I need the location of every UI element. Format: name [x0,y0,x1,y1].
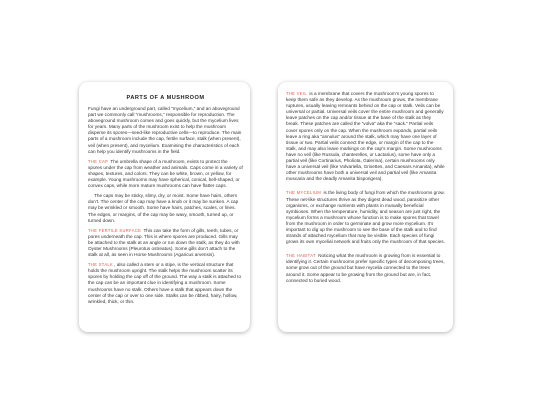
veil-paragraph [286,91,445,182]
right-card [278,82,453,332]
mycelium-paragraph [286,190,445,245]
card-title: PARTS OF A MUSHROOM [126,95,205,101]
stalk-paragraph [88,262,243,305]
fertile-surface-text: This can take the form of gills, teeth, tubes, or pores underneath the cap. This is where spores are produced. Gills may be attached to the stalk at an angle or run down the stalk, as they do with Oyster Mushrooms (Pleurotus ostreatus). Some gills don’t attach to the stalk at all, as seen in Horse Mushrooms (Agaricus arvensis). [88,227,240,258]
fertile-surface-term: THE FERTILE SURFACE [88,227,142,233]
mycelium-term: THE MYCELIUM [286,190,322,196]
stalk-comma: , [114,262,117,268]
habitat-paragraph [286,253,445,283]
cap-paragraph [88,159,243,189]
stalk-term: THE STALK [88,262,114,268]
stalk-text: also called a stem or a stipe, is the vertical structure that holds the mushroom upright. The stalk helps the mushroom scatter its spores by holding the cap off of the ground. The way a stalk is attached to the cap can be an important clue in identifying a mushroom. Some mushrooms have no stalk. Others have a stalk that appears down the center of the cap or over to one side. Stalks can be ribbed, hairy, hollow, wrinkled, thick, or thin. [88,262,242,304]
fertile-surface-paragraph [88,228,243,258]
veil-term: THE VEIL [286,91,307,96]
mycelium-text: is the living body of fungi from which the mushrooms grow. These net-like structures thrive as they digest dead wood, parasitize other organisms, or exchange nutrients with plants in mutually beneficial symbioses. When the temperature, humidity, and season are just right, the mycelium forms a mushroom whose function is to make spores that travel from the mushroom in order to germinate and grow more mycelium. It’s important to dig up the mushroom to see the base of the stalk and to find strands of attached mycelium that may be visible. Each species of fungi grows its own mycelial network and fruits only the mushroom of that species. [286,190,445,245]
intro-paragraph: Fungi have an underground part, called “mycelium,” and an aboveground part we commonly call “mushrooms,” responsible for reproduction. The aboveground mushroom comes and goes quickly, but the mycelium lives for years. Many parts of the mushroom exist to help the mushroom disperse its spores—seed-like reproductive cells—to reproduce. The main parts of a mushroom include the cap, fertile surface, stalk (when present), veil (when present), and mycelium. Examining the characteristics of each can help you identify mushrooms in the field. [88,106,242,154]
habitat-text: Noticing what the mushroom is growing from is essential to identifying it. Certain mushrooms prefer specific types of decomposing trees, some grow out of the ground but have mycelia connected to the trees around it. Some appear to be growing from the ground but are, in fact, connected to buried wood. [286,253,445,283]
habitat-term: THE HABITAT [286,253,316,259]
left-card [79,82,250,332]
cap-term: THE CAP [88,158,109,164]
veil-text: is a membrane that covers the mushroom’s young spores to keep them safe as they develop. As the mushroom grows, the membrane ruptures, usually leaving remnants behind on the cap or stalk. Veils can be universal or partial. Universal veils cover the entire mushroom and generally leave patches on the cap and/or tissue at the base of the stalk as they break. These patches are called the “volva” aka the “sack.” Partial veils cover spores only on the cap. When the mushroom expands, partial veils leave a ring aka “annulus” around the stalk, which may have one layer of tissue or two. Partial veils connect the edge, or margin of the cap to the stalk, and may also leave markings on the cap’s margin. Some mushrooms have no veil (like Russula, chanterelles, or Lactarius), some have only a partial veil (like Cortinarius, Pholiota, Galerina), certain mushrooms only have a universal veil (like Volvariella, Grisettes, and Caesars Amanita), while other mushrooms have both a universal veil and partial veil (like Amanita muscaria and the deadly Amanita bisporigera). [286,91,445,182]
cap-paragraph-2: The caps may be sticky, slimy, dry, or moist. Some have hairs, others don’t. The center of the cap may have a knob or it may be sunken. A cap may be wrinkled or smooth. Some have hairs, patches, scales, or lines. The edges, or margins, of the cap may be wavy, smooth, turned up, or turned down. [88,193,239,223]
cap-text: The umbrella shape of a mushroom, exists to protect the spores under the cap from weather and animals. Caps come in a variety of shapes, textures, and colors. They can be white, brown, or yellow, for example. Young mushrooms may have spherical, conical, bell-shaped, or convex caps, while more mature mushrooms can have flatter caps. [88,158,243,189]
